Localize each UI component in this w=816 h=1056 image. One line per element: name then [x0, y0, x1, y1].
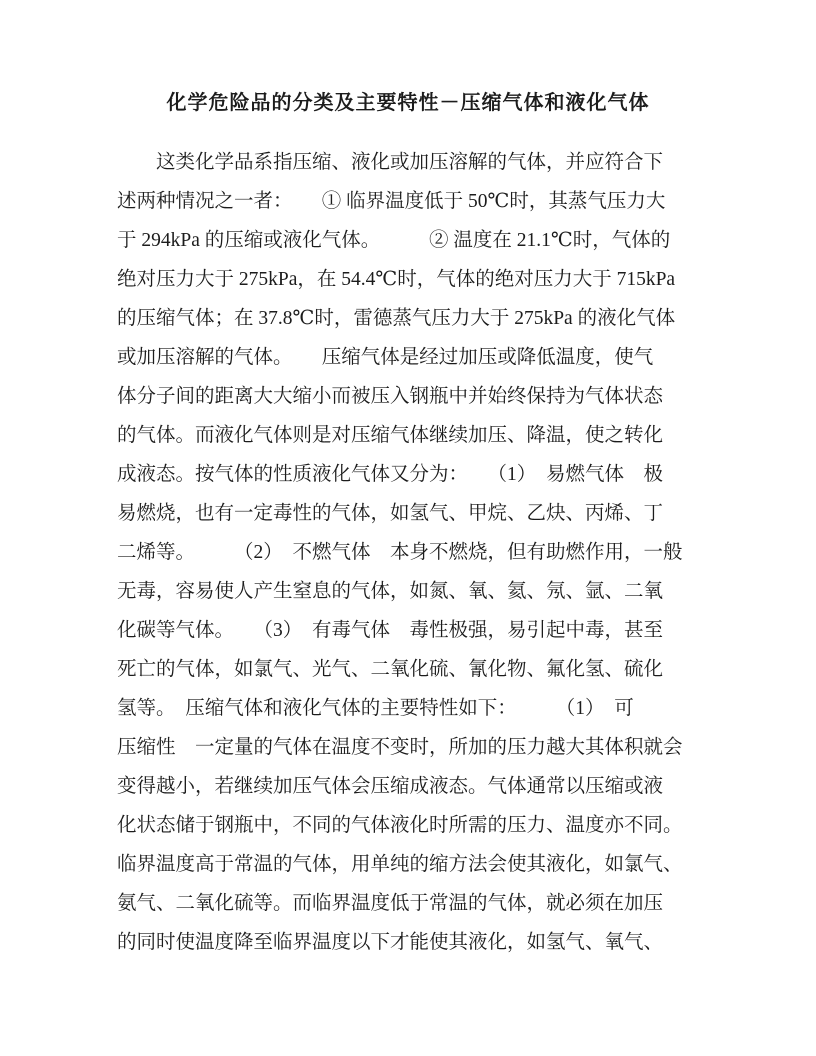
- paragraph-line: 这类化学品系指压缩、液化或加压溶解的气体，并应符合下: [117, 152, 664, 173]
- paragraph-line: 死亡的气体，如氯气、光气、二氧化硫、氰化物、氟化氢、硫化: [117, 659, 664, 680]
- paragraph-line: 绝对压力大于 275kPa，在 54.4℃时，气体的绝对压力大于 715kPa: [117, 269, 676, 290]
- paragraph-line: 述两种情况之一者： ① 临界温度低于 50℃时，其蒸气压力大: [117, 191, 666, 212]
- paragraph-line: 二烯等。 （2） 不燃气体 本身不燃烧，但有助燃作用，一般: [117, 542, 683, 563]
- paragraph-line: 氨气、二氧化硫等。而临界温度低于常温的气体，就必须在加压: [117, 893, 664, 914]
- paragraph-line: 无毒，容易使人产生窒息的气体，如氮、氧、氦、氖、氩、二氧: [117, 581, 664, 602]
- paragraph-line: 化碳等气体。 （3） 有毒气体 毒性极强，易引起中毒，甚至: [117, 620, 664, 641]
- paragraph-line: 于 294kPa 的压缩或液化气体。 ② 温度在 21.1℃时，气体的: [117, 230, 671, 251]
- paragraph-line: 或加压溶解的气体。 压缩气体是经过加压或降低温度，使气: [117, 347, 654, 368]
- document-title: 化学危险品的分类及主要特性－压缩气体和液化气体: [166, 92, 650, 114]
- paragraph-line: 氢等。 压缩气体和液化气体的主要特性如下： （1） 可: [117, 698, 634, 719]
- paragraph-line: 变得越小，若继续加压气体会压缩成液态。气体通常以压缩或液: [117, 776, 664, 797]
- paragraph-line: 化状态储于钢瓶中，不同的气体液化时所需的压力、温度亦不同。: [117, 815, 683, 836]
- paragraph-line: 的压缩气体；在 37.8℃时，雷德蒸气压力大于 275kPa 的液化气体: [117, 308, 676, 329]
- paragraph-line: 临界温度高于常温的气体，用单纯的缩方法会使其液化，如氯气、: [117, 854, 683, 875]
- paragraph-line: 体分子间的距离大大缩小而被压入钢瓶中并始终保持为气体状态: [117, 386, 664, 407]
- paragraph-line: 的同时使温度降至临界温度以下才能使其液化，如氢气、氧气、: [117, 932, 664, 953]
- document-body: [117, 143, 717, 962]
- paragraph-line: 的气体。而液化气体则是对压缩气体继续加压、降温，使之转化: [117, 425, 664, 446]
- paragraph-line: 压缩性 一定量的气体在温度不变时，所加的压力越大其体积就会: [117, 737, 683, 758]
- paragraph-line: 易燃烧，也有一定毒性的气体，如氢气、甲烷、乙炔、丙烯、丁: [117, 503, 664, 524]
- paragraph-line: 成液态。按气体的性质液化气体又分为： （1） 易燃气体 极: [117, 464, 664, 485]
